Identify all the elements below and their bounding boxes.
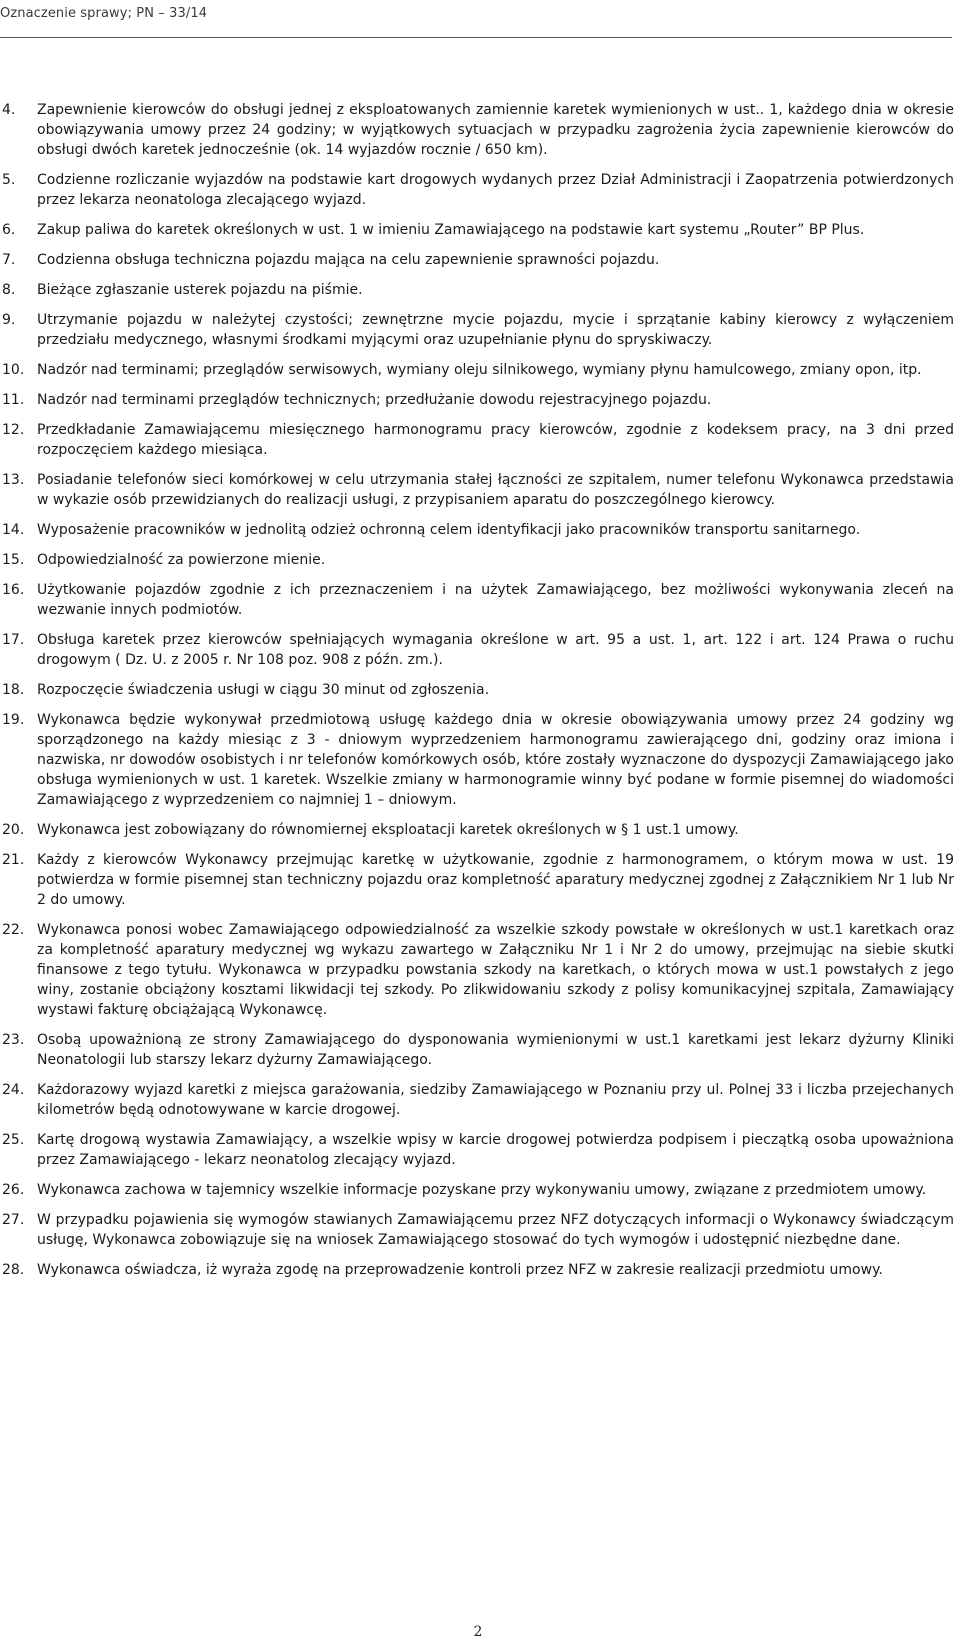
list-item <box>0 220 956 240</box>
list-item <box>0 710 956 810</box>
list-item <box>0 920 956 1020</box>
item-text: Obsługa karetek przez kierowców spełniających wymagania określone w art. 95 a ust. 1, art. 122 i art. 124 Prawa o ruchu drogowym ( Dz. U. z 2005 r. Nr 108 poz. 908 z późn. zm.). <box>37 632 954 668</box>
list-item <box>0 280 956 300</box>
list-item <box>0 1030 956 1070</box>
item-number: 18. <box>2 682 25 698</box>
list-item <box>0 250 956 270</box>
item-text: Nadzór nad terminami przeglądów technicznych; przedłużanie dowodu rejestracyjnego pojazdu. <box>37 392 712 408</box>
list-item <box>0 1180 956 1200</box>
list-item <box>0 1080 956 1120</box>
item-number: 10. <box>2 362 25 378</box>
list-item <box>0 360 956 380</box>
item-text: Codzienne rozliczanie wyjazdów na podstawie kart drogowych wydanych przez Dział Administracji i Zaopatrzenia potwierdzonych przez lekarza neonatologa zlecającego wyjazd. <box>37 172 954 208</box>
item-number: 6. <box>2 222 16 238</box>
numbered-list <box>0 100 956 1290</box>
list-item <box>0 420 956 460</box>
item-text: Każdorazowy wyjazd karetki z miejsca garażowania, siedziby Zamawiającego w Poznaniu przy ul. Polnej 33 i liczba przejechanych kilometrów będą odnotowywane w karcie drogowej. <box>37 1082 954 1118</box>
item-number: 28. <box>2 1262 25 1278</box>
list-item <box>0 470 956 510</box>
item-text: Wykonawca jest zobowiązany do równomiernej eksploatacji karetek określonych w § 1 ust.1 umowy. <box>37 822 739 838</box>
list-item <box>0 580 956 620</box>
item-number: 23. <box>2 1032 25 1048</box>
item-text: Kartę drogową wystawia Zamawiający, a wszelkie wpisy w karcie drogowej potwierdza podpisem i pieczątką osoba upoważniona przez Zamawiającego - lekarz neonatolog zlecający wyjazd. <box>37 1132 954 1168</box>
item-number: 15. <box>2 552 25 568</box>
item-number: 12. <box>2 422 25 438</box>
list-item <box>0 630 956 670</box>
item-text: Wykonawca będzie wykonywał przedmiotową usługę każdego dnia w okresie obowiązywania umowy przez 24 godziny wg sporządzonego na każdy miesiąc z 3 - dniowym wyprzedzeniem harmonogramu zawierającego dni, godziny oraz imiona i nazwiska, nr dowodów osobistych i nr telefonów komórkowych osób, które zostały wyznaczone do dyspozycji Zamawiającego jako obsługa wymienionych w ust. 1 karetek. Wszelkie zmiany w harmonogramie winny być podane w formie pisemnej do wiadomości Zamawiającego z wyprzedzeniem co najmniej 1 – dniowym. <box>37 712 954 808</box>
item-number: 11. <box>2 392 25 408</box>
item-text: Wykonawca ponosi wobec Zamawiającego odpowiedzialność za wszelkie szkody powstałe w określonych w ust.1 karetkach oraz za kompletność aparatury medycznej wg wykazu zawartego w Załączniku Nr 1 i Nr 2 do umowy, przejmując na siebie skutki finansowe z tego tytułu. Wykonawca w przypadku powstania szkody na karetkach, o których mowa w ust.1 powstałych z jego winy, zostanie obciążony kosztami likwidacji tej szkody. Po zlikwidowaniu szkody z polisy komunikacyjnej szpitala, Zamawiający wystawi fakturę obciążającą Wykonawcę. <box>37 922 954 1018</box>
item-number: 25. <box>2 1132 25 1148</box>
item-number: 7. <box>2 252 16 268</box>
item-number: 24. <box>2 1082 25 1098</box>
item-number: 19. <box>2 712 25 728</box>
list-item <box>0 170 956 210</box>
item-text: Wykonawca oświadcza, iż wyraża zgodę na przeprowadzenie kontroli przez NFZ w zakresie realizacji przedmiotu umowy. <box>37 1262 883 1278</box>
item-text: Posiadanie telefonów sieci komórkowej w celu utrzymania stałej łączności ze szpitalem, numer telefonu Wykonawca przedstawia w wykazie osób przewidzianych do realizacji usługi, z przypisaniem aparatu do poszczególnego kierowcy. <box>37 472 954 508</box>
item-number: 14. <box>2 522 25 538</box>
list-item <box>0 1260 956 1280</box>
item-number: 17. <box>2 632 25 648</box>
list-item <box>0 820 956 840</box>
item-number: 27. <box>2 1212 25 1228</box>
item-text: Wyposażenie pracowników w jednolitą odzież ochronną celem identyfikacji jako pracowników transportu sanitarnego. <box>37 522 861 538</box>
list-item <box>0 680 956 700</box>
list-item <box>0 310 956 350</box>
list-item <box>0 390 956 410</box>
list-item <box>0 850 956 910</box>
item-text: Odpowiedzialność za powierzone mienie. <box>37 552 326 568</box>
page-number: 2 <box>473 1624 483 1640</box>
list-item <box>0 1130 956 1170</box>
item-text: W przypadku pojawienia się wymogów stawianych Zamawiającemu przez NFZ dotyczących informacji o Wykonawcy świadczącym usługę, Wykonawca zobowiązuje się na wniosek Zamawiającego stosować do tych wymogów i udostępnić niezbędne dane. <box>37 1212 954 1248</box>
item-number: 20. <box>2 822 25 838</box>
item-text: Utrzymanie pojazdu w należytej czystości; zewnętrzne mycie pojazdu, mycie i sprzątanie kabiny kierowcy z wyłączeniem przedziału medycznego, własnymi środkami myjącymi oraz uzupełnianie płynu do spryskiwaczy. <box>37 312 954 348</box>
item-number: 8. <box>2 282 16 298</box>
item-number: 13. <box>2 472 25 488</box>
header-divider <box>0 37 952 38</box>
item-number: 5. <box>2 172 16 188</box>
item-number: 4. <box>2 102 16 118</box>
list-item <box>0 520 956 540</box>
document-header: Oznaczenie sprawy; PN – 33/14 <box>0 6 208 21</box>
item-number: 21. <box>2 852 25 868</box>
item-text: Zapewnienie kierowców do obsługi jednej z eksploatowanych zamiennie karetek wymienionych w ust.. 1, każdego dnia w okresie obowiązywania umowy przez 24 godziny; w wyjątkowych sytuacjach w przypadku zagrożenia życia zapewnienie kierowców do obsługi dwóch karetek jednocześnie (ok. 14 wyjazdów rocznie / 650 km). <box>37 102 954 158</box>
item-text: Zakup paliwa do karetek określonych w ust. 1 w imieniu Zamawiającego na podstawie kart systemu „Router” BP Plus. <box>37 222 865 238</box>
item-text: Przedkładanie Zamawiającemu miesięcznego harmonogramu pracy kierowców, zgodnie z kodeksem pracy, na 3 dni przed rozpoczęciem każdego miesiąca. <box>37 422 954 458</box>
list-item <box>0 100 956 160</box>
item-number: 16. <box>2 582 25 598</box>
item-text: Nadzór nad terminami; przeglądów serwisowych, wymiany oleju silnikowego, wymiany płynu hamulcowego, zmiany opon, itp. <box>37 362 922 378</box>
list-item <box>0 1210 956 1250</box>
item-text: Wykonawca zachowa w tajemnicy wszelkie informacje pozyskane przy wykonywaniu umowy, związane z przedmiotem umowy. <box>37 1182 927 1198</box>
item-text: Rozpoczęcie świadczenia usługi w ciągu 30 minut od zgłoszenia. <box>37 682 490 698</box>
item-text: Osobą upoważnioną ze strony Zamawiającego do dysponowania wymienionymi w ust.1 karetkami jest lekarz dyżurny Kliniki Neonatologii lub starszy lekarz dyżurny Zamawiającego. <box>37 1032 954 1068</box>
item-number: 22. <box>2 922 25 938</box>
list-item <box>0 550 956 570</box>
item-number: 26. <box>2 1182 25 1198</box>
item-text: Bieżące zgłaszanie usterek pojazdu na piśmie. <box>37 282 363 298</box>
item-number: 9. <box>2 312 16 328</box>
item-text: Każdy z kierowców Wykonawcy przejmując karetkę w użytkowanie, zgodnie z harmonogramem, o którym mowa w ust. 19 potwierdza w formie pisemnej stan techniczny pojazdu oraz kompletność aparatury medycznej zgodnej z Załącznikiem Nr 1 lub Nr 2 do umowy. <box>37 852 954 908</box>
item-text: Użytkowanie pojazdów zgodnie z ich przeznaczeniem i na użytek Zamawiającego, bez możliwości wykonywania zleceń na wezwanie innych podmiotów. <box>37 582 954 618</box>
item-text: Codzienna obsługa techniczna pojazdu mająca na celu zapewnienie sprawności pojazdu. <box>37 252 660 268</box>
